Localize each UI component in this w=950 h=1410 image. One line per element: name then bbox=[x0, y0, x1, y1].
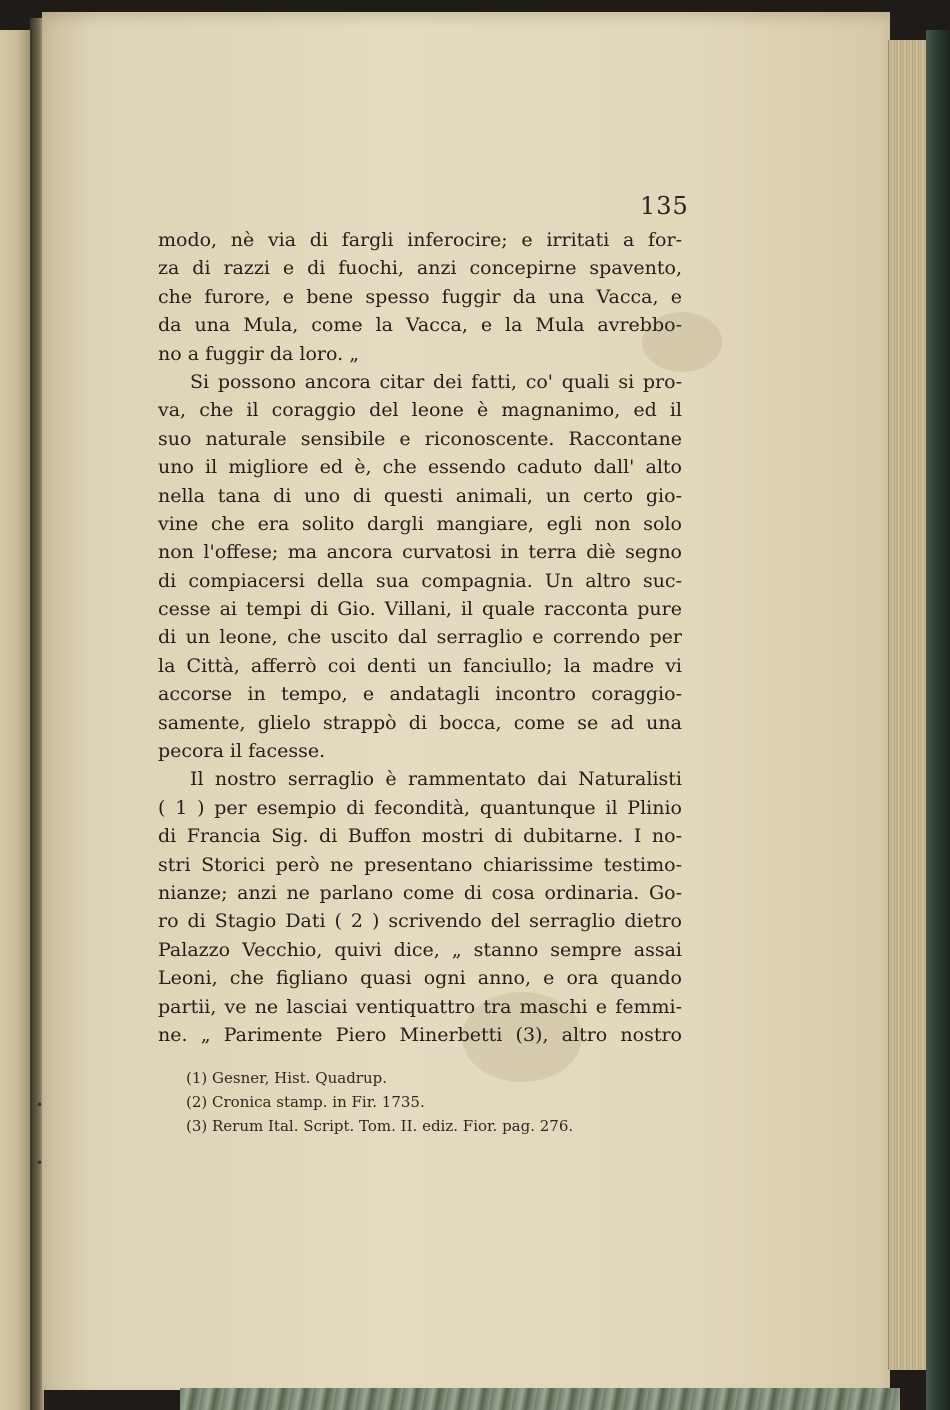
text-line: Il nostro serraglio è rammentato dai Naturalisti bbox=[190, 768, 682, 791]
text-line: da una Mula, come la Vacca, e la Mula avrebbo- bbox=[158, 314, 682, 337]
text-line: Si possono ancora citar dei fatti, co' quali si pro- bbox=[190, 370, 682, 393]
text-line: pecora il facesse. bbox=[158, 740, 326, 763]
text-line: che furore, e bene spesso fuggir da una Vacca, e bbox=[158, 285, 682, 308]
margin-mark: • bbox=[36, 1098, 44, 1112]
text-line: stri Storici però ne presentano chiarissime testimo- bbox=[158, 853, 682, 876]
text-line: di un leone, che uscito dal serraglio e correndo per bbox=[158, 626, 682, 649]
text-line: nianze; anzi ne parlano come di cosa ordinaria. Go- bbox=[158, 881, 682, 904]
text-line: samente, glielo strappò di bocca, come se ad una bbox=[158, 711, 682, 734]
left-page-edge bbox=[0, 30, 32, 1410]
footnotes bbox=[186, 1066, 686, 1138]
text-line: non l'offese; ma ancora curvatosi in terra diè segno bbox=[158, 541, 682, 564]
page-number: 135 bbox=[640, 192, 689, 220]
text-line: la Città, afferrò coi denti un fanciullo; la madre vi bbox=[158, 654, 682, 677]
text-line: di Francia Sig. di Buffon mostri di dubitarne. I no- bbox=[158, 825, 682, 848]
page-block-edges bbox=[888, 40, 929, 1370]
text-line: cesse ai tempi di Gio. Villani, il quale racconta pure bbox=[158, 598, 682, 621]
text-line: Palazzo Vecchio, quivi dice, „ stanno sempre assai bbox=[158, 938, 682, 961]
text-line: za di razzi e di fuochi, anzi concepirne spavento, bbox=[158, 257, 682, 280]
footnote: (2) Cronica stamp. in Fir. 1735. bbox=[186, 1093, 425, 1111]
text-line: uno il migliore ed è, che essendo caduto dall' alto bbox=[158, 456, 682, 479]
book-cover-edge bbox=[926, 30, 950, 1410]
text-line: partii, ve ne lasciai ventiquattro tra maschi e femmi- bbox=[158, 995, 682, 1018]
text-line: va, che il coraggio del leone è magnanimo, ed il bbox=[158, 399, 682, 422]
text-line: ne. „ Parimente Piero Minerbetti (3), altro nostro bbox=[158, 1023, 682, 1046]
text-line: nella tana di uno di questi animali, un certo gio- bbox=[158, 484, 682, 507]
text-line: ro di Stagio Dati ( 2 ) scrivendo del serraglio dietro bbox=[158, 910, 682, 933]
text-line: di compiacersi della sua compagnia. Un altro suc- bbox=[158, 569, 682, 592]
text-line: no a fuggir da loro. „ bbox=[158, 342, 360, 365]
text-line: suo naturale sensibile e riconoscente. Raccontane bbox=[158, 427, 682, 450]
body-text bbox=[158, 226, 682, 1049]
text-line: modo, nè via di fargli inferocire; e irritati a for- bbox=[158, 229, 682, 251]
text-line: vine che era solito dargli mangiare, egli non solo bbox=[158, 512, 682, 535]
text-line: accorse in tempo, e andatagli incontro coraggio- bbox=[158, 683, 682, 706]
text-line: ( 1 ) per esempio di fecondità, quantunque il Plinio bbox=[158, 796, 682, 819]
text-line: Leoni, che figliano quasi ogni anno, e ora quando bbox=[158, 967, 682, 990]
margin-mark: • bbox=[36, 1156, 44, 1170]
footnote: (1) Gesner, Hist. Quadrup. bbox=[186, 1069, 388, 1087]
footnote: (3) Rerum Ital. Script. Tom. II. ediz. Fior. pag. 276. bbox=[186, 1117, 574, 1135]
marbled-endpaper bbox=[180, 1388, 900, 1410]
